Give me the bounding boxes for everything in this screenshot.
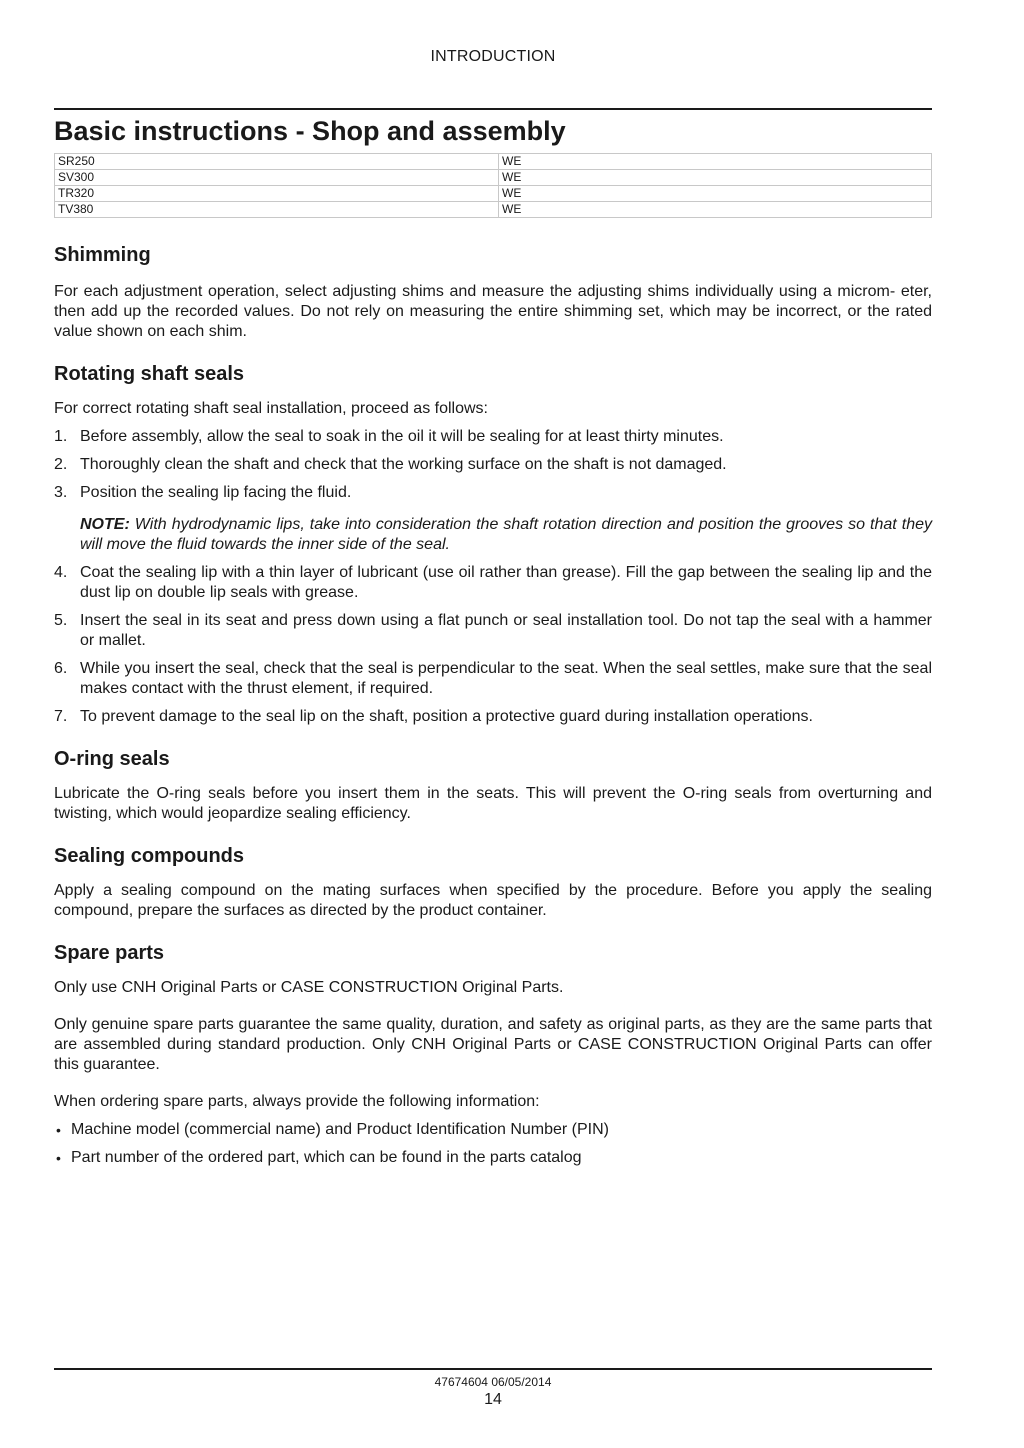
step-number: 1. <box>54 428 68 445</box>
note-text: With hydrodynamic lips, take into consideration the shaft rotation direction and position the grooves so that they will move the fluid towards the inner side of the seal. <box>80 516 932 553</box>
model-applicability-table <box>54 153 932 218</box>
model-cell: SR250 <box>55 154 499 170</box>
list-item <box>54 427 932 447</box>
step-text: Before assembly, allow the seal to soak in the oil it will be sealing for at least thirty minutes. <box>80 428 724 445</box>
list-item <box>54 659 932 699</box>
region-cell: WE <box>499 186 932 202</box>
top-rule <box>54 108 932 110</box>
step-text: Position the sealing lip facing the fluid. <box>80 484 352 501</box>
paragraph: Apply a sealing compound on the mating surfaces when specified by the procedure. Before you apply the sealing compound, prepare the surfaces as directed by the product container. <box>54 882 932 919</box>
list-item <box>54 455 932 475</box>
page-number: 14 <box>484 1391 502 1408</box>
section-o-ring-seals <box>54 746 932 824</box>
step-number: 4. <box>54 564 68 581</box>
note-label: NOTE: <box>80 516 130 533</box>
section-heading: Spare parts <box>54 942 165 964</box>
paragraph: Only genuine spare parts guarantee the same quality, duration, and safety as original parts, as they are the same parts that are assembled during standard production. Only CNH Original Parts or CASE CONSTRUCTION Original Parts can offer this guarantee. <box>54 1016 932 1073</box>
note-block <box>54 515 932 555</box>
bullet-icon: • <box>56 1150 61 1166</box>
section-heading: Sealing compounds <box>54 845 245 867</box>
paragraph: For each adjustment operation, select adjusting shims and measure the adjusting shims individually using a microm- eter, then add up the recorded values. Do not rely on measuring the entire shimming set, which may be incorrect, or the rated value shown on each shim. <box>54 283 932 340</box>
list-item <box>54 611 932 651</box>
page-content <box>54 230 932 1168</box>
table-row <box>55 186 932 202</box>
manual-page <box>54 0 932 1448</box>
step-number: 7. <box>54 708 68 725</box>
region-cell: WE <box>499 154 932 170</box>
step-number: 6. <box>54 660 68 677</box>
list-item <box>54 483 932 503</box>
section-heading: Shimming <box>54 244 151 266</box>
section-heading: Rotating shaft seals <box>54 363 245 385</box>
procedure-steps <box>54 427 932 503</box>
procedure-steps-continued <box>54 563 932 727</box>
table-row <box>55 202 932 218</box>
model-cell: SV300 <box>55 170 499 186</box>
table-row <box>55 154 932 170</box>
model-cell: TR320 <box>55 186 499 202</box>
region-cell: WE <box>499 202 932 218</box>
step-number: 5. <box>54 612 68 629</box>
page-title: Basic instructions - Shop and assembly <box>54 116 566 146</box>
step-number: 3. <box>54 484 68 501</box>
section-shimming <box>54 242 932 342</box>
bullet-text: Machine model (commercial name) and Product Identification Number (PIN) <box>71 1121 609 1138</box>
paragraph: Lubricate the O-ring seals before you insert them in the seats. This will prevent the O-ring seals from overturning and twisting, which would jeopardize sealing efficiency. <box>54 785 932 822</box>
section-spare-parts <box>54 940 932 1168</box>
section-heading: O-ring seals <box>54 748 170 770</box>
bottom-rule <box>54 1368 932 1370</box>
bullet-text: Part number of the ordered part, which can be found in the parts catalog <box>71 1149 582 1166</box>
bullet-list <box>54 1120 932 1168</box>
section-rotating-shaft-seals <box>54 361 932 727</box>
table-row <box>55 170 932 186</box>
list-item <box>54 707 932 727</box>
bullet-icon: • <box>56 1122 61 1138</box>
step-text: While you insert the seal, check that the seal is perpendicular to the seat. When the seal settles, make sure that the seal makes contact with the thrust element, if required. <box>80 660 932 697</box>
step-text: Thoroughly clean the shaft and check that the working surface on the shaft is not damaged. <box>80 456 727 473</box>
step-text: To prevent damage to the seal lip on the shaft, position a protective guard during installation operations. <box>80 708 813 725</box>
running-head: INTRODUCTION <box>430 48 556 65</box>
step-number: 2. <box>54 456 68 473</box>
paragraph: Only use CNH Original Parts or CASE CONSTRUCTION Original Parts. <box>54 979 564 996</box>
list-item <box>54 1120 932 1140</box>
document-code: 47674604 06/05/2014 <box>434 1375 552 1389</box>
paragraph: For correct rotating shaft seal installation, proceed as follows: <box>54 400 488 417</box>
list-item <box>54 1148 932 1168</box>
region-cell: WE <box>499 170 932 186</box>
model-cell: TV380 <box>55 202 499 218</box>
list-item <box>54 563 932 603</box>
step-text: Coat the sealing lip with a thin layer of lubricant (use oil rather than grease). Fill the gap between the sealing lip and the dust lip on double lip seals with grease. <box>80 564 932 601</box>
step-text: Insert the seal in its seat and press down using a flat punch or seal installation tool. Do not tap the seal with a hammer or mallet. <box>80 612 932 649</box>
paragraph: When ordering spare parts, always provide the following information: <box>54 1093 540 1110</box>
section-sealing-compounds <box>54 843 932 921</box>
